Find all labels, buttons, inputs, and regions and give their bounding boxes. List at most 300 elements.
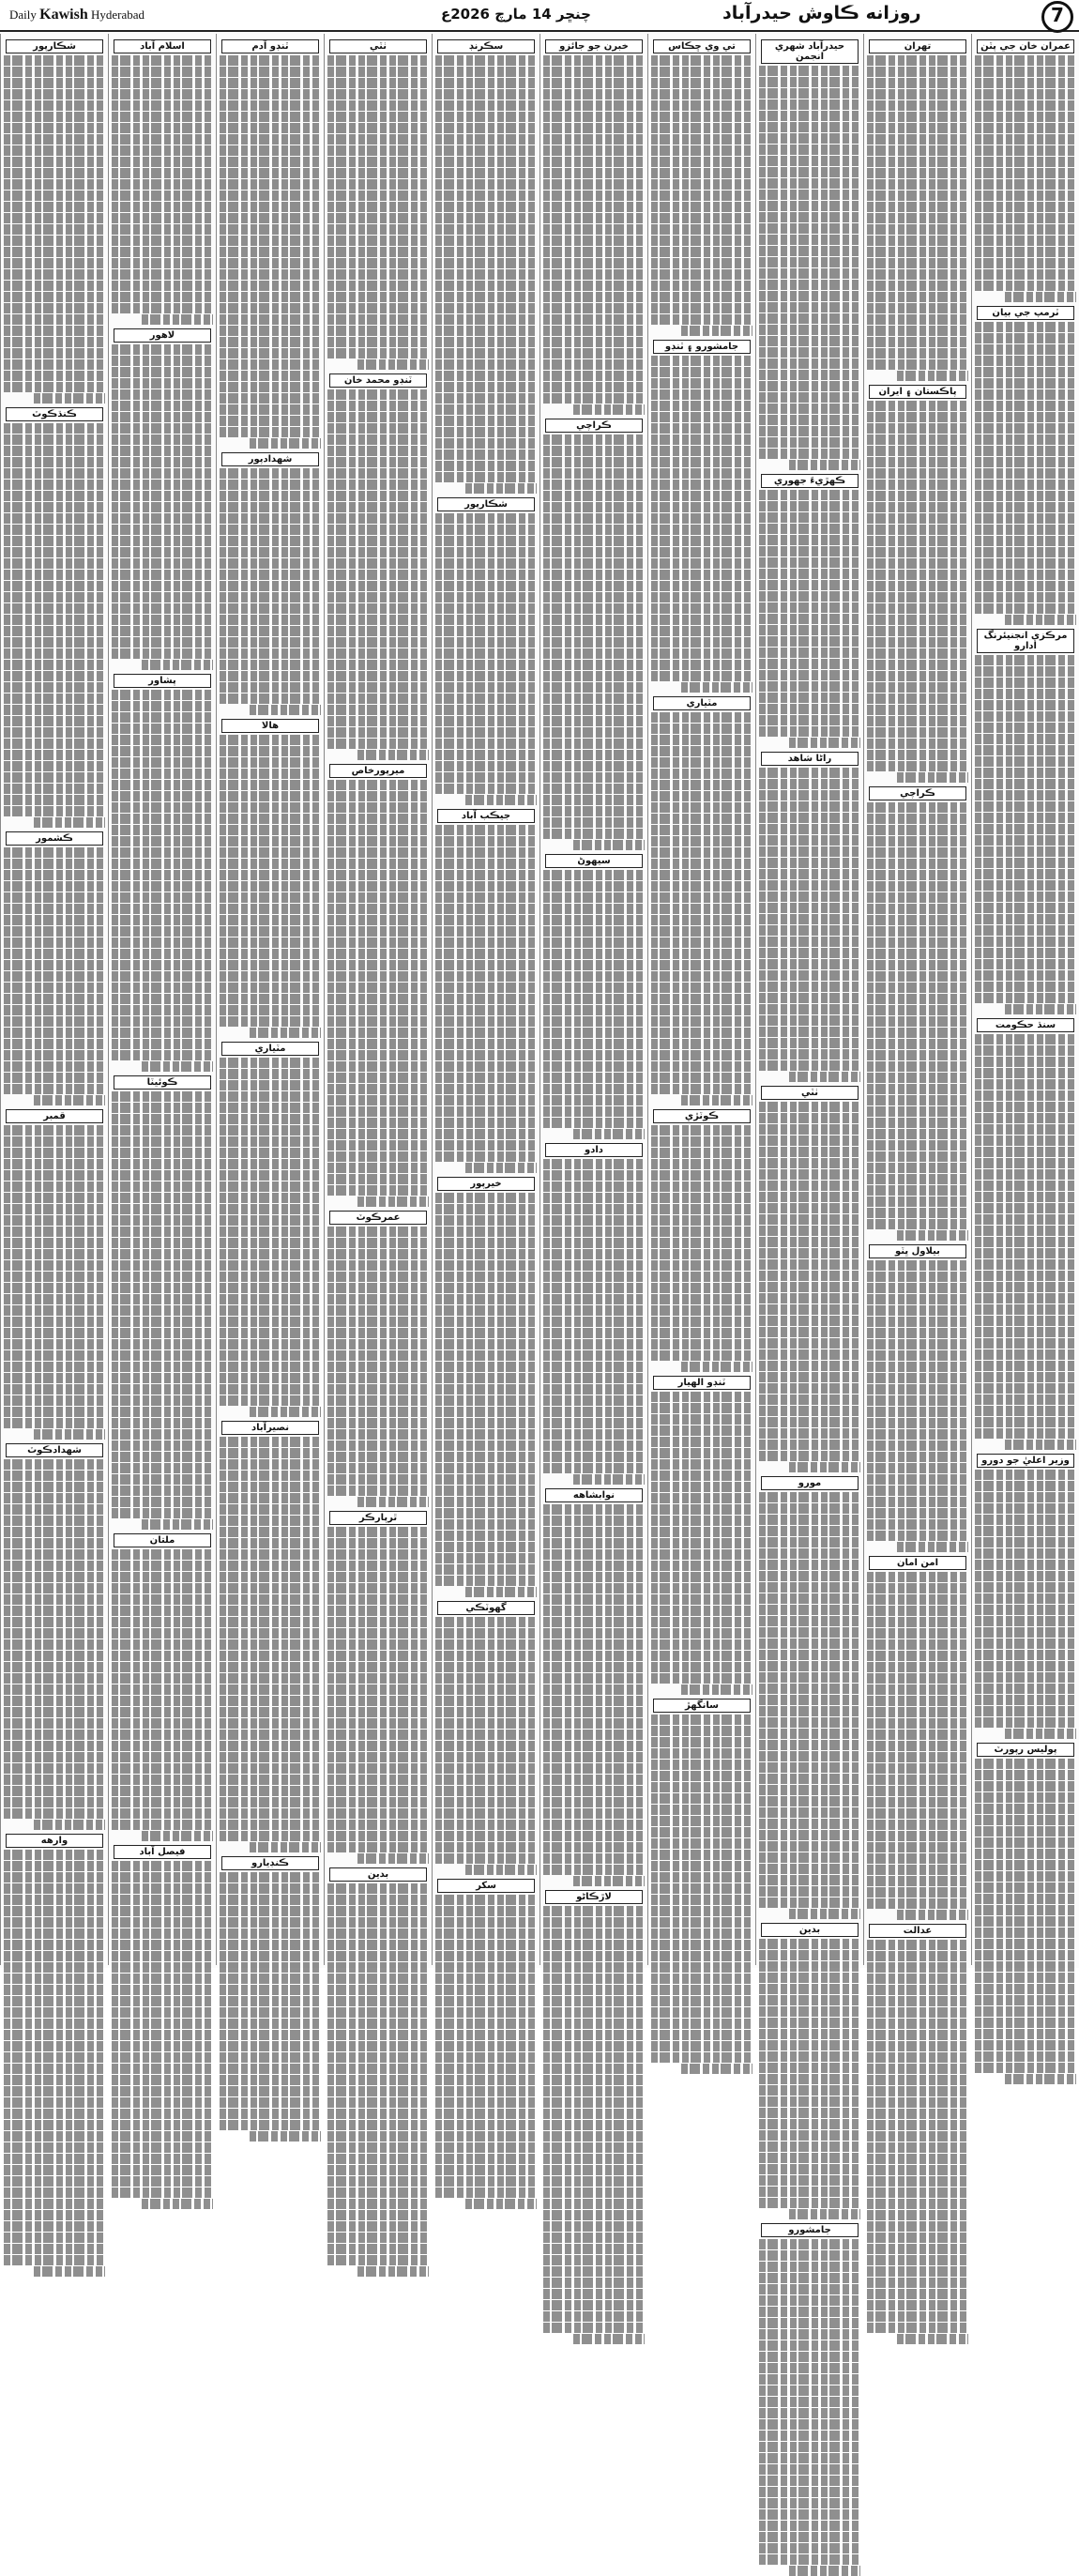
text-line [867, 1272, 968, 1282]
text-line [435, 1831, 537, 1841]
story-headline: پوليس رپورٽ [977, 1743, 1074, 1757]
text-line [327, 994, 429, 1004]
text-line [543, 1215, 645, 1226]
story-body [4, 423, 105, 828]
text-line [759, 948, 860, 958]
text-line [651, 224, 752, 235]
text-line [867, 236, 968, 246]
story-body [220, 1437, 321, 1852]
text-line [975, 1214, 1076, 1225]
text-line [651, 1193, 752, 1203]
text-line [327, 1151, 429, 1162]
text-line [112, 1820, 213, 1830]
text-line [327, 1628, 429, 1639]
story-headline: خبرن جو جائزو [545, 39, 643, 53]
text-line [327, 292, 429, 302]
text-line [4, 937, 105, 948]
text-line [112, 757, 213, 768]
text-line [651, 258, 752, 268]
text-line [543, 2154, 645, 2164]
text-line [327, 1673, 429, 1684]
text-line [759, 1327, 860, 1337]
text-line [4, 382, 105, 392]
text-line [867, 1842, 968, 1852]
text-line [543, 1283, 645, 1293]
text-line [112, 2187, 213, 2198]
story-headline: ڄامشورو [761, 2223, 859, 2237]
text-line [543, 1718, 645, 1729]
text-line [543, 1951, 645, 1961]
text-line [112, 344, 213, 355]
text-line [4, 281, 105, 291]
text-line [435, 1928, 537, 1939]
text-line [651, 468, 752, 479]
text-line [867, 983, 968, 993]
text-line [327, 1797, 429, 1807]
text-line [975, 745, 1076, 755]
text-line [112, 1872, 213, 1882]
text-line [327, 705, 429, 715]
text-line [975, 1770, 1076, 1780]
text-line [759, 524, 860, 534]
text-line [759, 880, 860, 891]
text-line [651, 1317, 752, 1327]
text-line [112, 802, 213, 813]
text-line [435, 2064, 537, 2074]
text-line [112, 603, 213, 614]
text-line [220, 1294, 321, 1304]
story-headline: ٺٽي [761, 1086, 859, 1100]
text-line [465, 1587, 537, 1597]
text-line [867, 2075, 968, 2085]
text-line [759, 2397, 860, 2407]
text-line [220, 1928, 321, 1939]
text-line [543, 637, 645, 648]
text-line [112, 701, 213, 711]
text-line [975, 491, 1076, 501]
text-line [220, 123, 321, 133]
text-line [543, 2244, 645, 2254]
text-line [327, 2109, 429, 2119]
text-line [327, 1707, 429, 1717]
text-line [220, 1985, 321, 1995]
text-line [220, 1272, 321, 1282]
text-line [867, 926, 968, 937]
text-line [327, 881, 429, 892]
text-line [975, 1304, 1076, 1315]
story-body [4, 55, 105, 404]
text-line [759, 313, 860, 324]
text-line [112, 1917, 213, 1928]
text-line [435, 1651, 537, 1661]
text-line [220, 1797, 321, 1807]
text-line [435, 78, 537, 88]
text-line [543, 434, 645, 445]
news-column [0, 34, 108, 1965]
text-line [112, 1362, 213, 1372]
text-line [435, 1486, 537, 1496]
text-line [220, 1204, 321, 1214]
text-line [435, 570, 537, 580]
story-body [435, 1617, 537, 1875]
text-line [867, 1617, 968, 1627]
text-line [327, 1831, 429, 1841]
text-line [867, 603, 968, 614]
text-line [759, 858, 860, 868]
text-line [975, 779, 1076, 789]
text-line [220, 1673, 321, 1684]
text-line [112, 2131, 213, 2142]
text-line [4, 1861, 105, 1871]
text-line [867, 2142, 968, 2153]
text-line [112, 1974, 213, 1984]
text-line [867, 615, 968, 625]
text-line [112, 1384, 213, 1395]
text-line [651, 1748, 752, 1759]
text-line [4, 1238, 105, 1248]
text-line [435, 739, 537, 749]
text-line [112, 570, 213, 580]
text-line [327, 626, 429, 636]
text-line [4, 1061, 105, 1072]
text-line [975, 835, 1076, 846]
text-line [4, 371, 105, 381]
text-line [759, 2329, 860, 2340]
text-line [220, 780, 321, 790]
text-line [543, 2019, 645, 2029]
text-line [975, 389, 1076, 400]
text-line [759, 2318, 860, 2328]
text-line [975, 1079, 1076, 1090]
text-line [543, 1407, 645, 1417]
text-line [975, 1316, 1076, 1326]
text-line [759, 201, 860, 211]
story-body [975, 1034, 1076, 1450]
text-line [220, 134, 321, 145]
text-line [867, 1583, 968, 1593]
text-line [759, 2464, 860, 2475]
text-line [327, 2142, 429, 2153]
text-line [867, 1328, 968, 1338]
text-line [220, 971, 321, 982]
text-line [327, 213, 429, 223]
text-line [543, 1362, 645, 1372]
text-line [867, 1940, 968, 1950]
text-line [220, 1125, 321, 1136]
text-line [220, 1906, 321, 1916]
text-line [327, 1028, 429, 1038]
text-line [789, 2209, 860, 2219]
text-line [435, 2142, 537, 2153]
text-line [651, 825, 752, 835]
text-line [651, 1673, 752, 1684]
text-line [867, 1095, 968, 1105]
text-line [867, 1208, 968, 1218]
text-line [220, 1707, 321, 1717]
text-line [220, 1471, 321, 1481]
text-line [867, 1639, 968, 1650]
text-line [543, 660, 645, 670]
text-line [651, 1238, 752, 1248]
text-line [759, 1136, 860, 1146]
text-line [4, 2109, 105, 2119]
text-line [112, 2030, 213, 2040]
text-line [4, 1538, 105, 1548]
story-headline: ڪراچي [869, 786, 966, 800]
text-line [112, 2019, 213, 2029]
text-line [327, 1061, 429, 1072]
text-line [112, 1204, 213, 1214]
text-line [327, 1272, 429, 1282]
text-line [112, 1272, 213, 1282]
text-line [112, 592, 213, 602]
text-line [220, 468, 321, 479]
text-line [435, 1707, 537, 1717]
text-line [651, 1350, 752, 1361]
text-line [975, 1136, 1076, 1146]
text-line [4, 671, 105, 681]
text-line [759, 846, 860, 857]
text-line [220, 757, 321, 768]
text-line [220, 592, 321, 602]
text-line [867, 1452, 968, 1462]
text-line [759, 1492, 860, 1502]
text-line [4, 1493, 105, 1503]
text-line [4, 1181, 105, 1192]
text-line [435, 1463, 537, 1473]
text-line [975, 1395, 1076, 1405]
text-line [975, 592, 1076, 602]
text-line [327, 1583, 429, 1593]
text-line [975, 959, 1076, 969]
text-line [975, 191, 1076, 201]
text-line [435, 2019, 537, 2029]
text-line [975, 502, 1076, 512]
text-line [112, 547, 213, 557]
text-line [867, 157, 968, 167]
text-line [543, 960, 645, 970]
text-line [867, 836, 968, 846]
text-line [327, 1249, 429, 1259]
text-line [867, 1305, 968, 1316]
text-line [651, 791, 752, 801]
story-headline: ٽرمپ جي بيان [977, 306, 1074, 320]
text-line [651, 1459, 752, 1470]
text-line [975, 558, 1076, 569]
text-line [651, 202, 752, 212]
text-line [220, 224, 321, 235]
text-line [867, 1317, 968, 1327]
text-line [220, 1305, 321, 1316]
text-line [867, 705, 968, 715]
text-line [975, 322, 1076, 332]
text-line [327, 412, 429, 422]
text-line [543, 337, 645, 347]
text-line [897, 1910, 968, 1920]
text-line [543, 716, 645, 726]
text-line [4, 1752, 105, 1762]
text-line [867, 2086, 968, 2096]
text-line [975, 480, 1076, 490]
text-line [759, 1807, 860, 1818]
text-line [435, 112, 537, 122]
text-line [112, 1628, 213, 1639]
text-line [4, 1974, 105, 1984]
text-line [4, 660, 105, 670]
text-line [651, 1283, 752, 1293]
text-line [543, 2221, 645, 2232]
story-body [975, 55, 1076, 302]
text-line [543, 1928, 645, 1939]
text-line [975, 1361, 1076, 1371]
text-line [435, 202, 537, 212]
text-line [543, 348, 645, 358]
text-line [4, 1684, 105, 1695]
text-line [867, 1684, 968, 1695]
text-line [220, 870, 321, 880]
text-line [327, 682, 429, 693]
text-line [112, 1684, 213, 1695]
text-line [759, 1661, 860, 1671]
text-line [867, 960, 968, 970]
text-line [543, 1775, 645, 1785]
text-line [4, 904, 105, 914]
text-line [543, 983, 645, 993]
text-line [759, 2453, 860, 2463]
text-line [4, 915, 105, 925]
text-line [543, 784, 645, 794]
text-line [759, 869, 860, 879]
text-line [4, 1561, 105, 1571]
text-line [975, 1271, 1076, 1281]
story-body [327, 1227, 429, 1507]
text-line [4, 2064, 105, 2074]
text-line [4, 2007, 105, 2018]
text-line [4, 536, 105, 546]
text-line [867, 326, 968, 336]
text-line [867, 1718, 968, 1729]
text-line [220, 859, 321, 869]
text-line [543, 1328, 645, 1338]
text-line [867, 191, 968, 201]
story-headline: پشاور [114, 674, 211, 688]
text-line [4, 112, 105, 122]
text-line [651, 1227, 752, 1237]
text-line [327, 191, 429, 201]
text-line [4, 806, 105, 816]
text-line [651, 168, 752, 178]
text-line [112, 1452, 213, 1462]
text-line [435, 168, 537, 178]
text-line [867, 1219, 968, 1229]
text-line [220, 2030, 321, 2040]
text-line [435, 558, 537, 569]
text-line [759, 2130, 860, 2141]
text-line [4, 881, 105, 892]
text-line [112, 191, 213, 201]
text-line [759, 1819, 860, 1829]
text-line [867, 303, 968, 313]
text-line [867, 682, 968, 693]
text-line [543, 1527, 645, 1537]
text-line [112, 1962, 213, 1973]
text-line [112, 224, 213, 235]
text-line [543, 1549, 645, 1560]
text-line [4, 648, 105, 659]
text-line [112, 1227, 213, 1237]
text-line [435, 2041, 537, 2051]
story-headline: فيصل آباد [114, 1845, 211, 1859]
text-line [759, 2509, 860, 2520]
text-line [975, 603, 1076, 614]
text-line [651, 1617, 752, 1627]
text-line [543, 1617, 645, 1627]
text-line [975, 801, 1076, 812]
text-line [435, 157, 537, 167]
text-line [327, 2007, 429, 2018]
text-line [4, 750, 105, 760]
text-line [1005, 1729, 1076, 1739]
text-line [759, 1560, 860, 1570]
text-line [4, 468, 105, 479]
text-line [651, 960, 752, 970]
text-line [220, 660, 321, 670]
text-line [543, 371, 645, 381]
text-line [651, 446, 752, 456]
text-line [327, 1118, 429, 1128]
text-line [435, 892, 537, 903]
text-line [759, 557, 860, 568]
text-line [435, 603, 537, 614]
text-line [112, 1350, 213, 1361]
text-line [327, 2244, 429, 2254]
news-column [324, 34, 432, 1965]
story-body [327, 389, 429, 760]
text-line [4, 303, 105, 313]
text-line [112, 881, 213, 892]
text-line [34, 1095, 105, 1105]
text-line [543, 1865, 645, 1875]
text-line [435, 660, 537, 670]
text-line [681, 682, 752, 693]
text-line [220, 491, 321, 501]
text-line [651, 1861, 752, 1871]
text-line [220, 915, 321, 925]
text-line [867, 2266, 968, 2277]
text-line [112, 1895, 213, 1905]
text-line [435, 67, 537, 77]
text-line [327, 1384, 429, 1395]
text-line [435, 1797, 537, 1807]
text-line [327, 348, 429, 358]
story-headline: لاڙڪاڻو [545, 1890, 643, 1904]
text-line [975, 1706, 1076, 1716]
text-line [651, 236, 752, 246]
text-line [327, 1951, 429, 1961]
text-line [759, 1338, 860, 1349]
text-line [867, 892, 968, 903]
text-line [4, 1516, 105, 1526]
story-headline: نوابشاهه [545, 1488, 643, 1502]
text-line [435, 784, 537, 794]
text-line [4, 2041, 105, 2051]
text-line [975, 1045, 1076, 1056]
text-line [543, 1339, 645, 1349]
english-paper-name: Kawish [39, 7, 88, 23]
text-line [220, 1193, 321, 1203]
text-line [867, 446, 968, 456]
text-line [220, 1786, 321, 1796]
